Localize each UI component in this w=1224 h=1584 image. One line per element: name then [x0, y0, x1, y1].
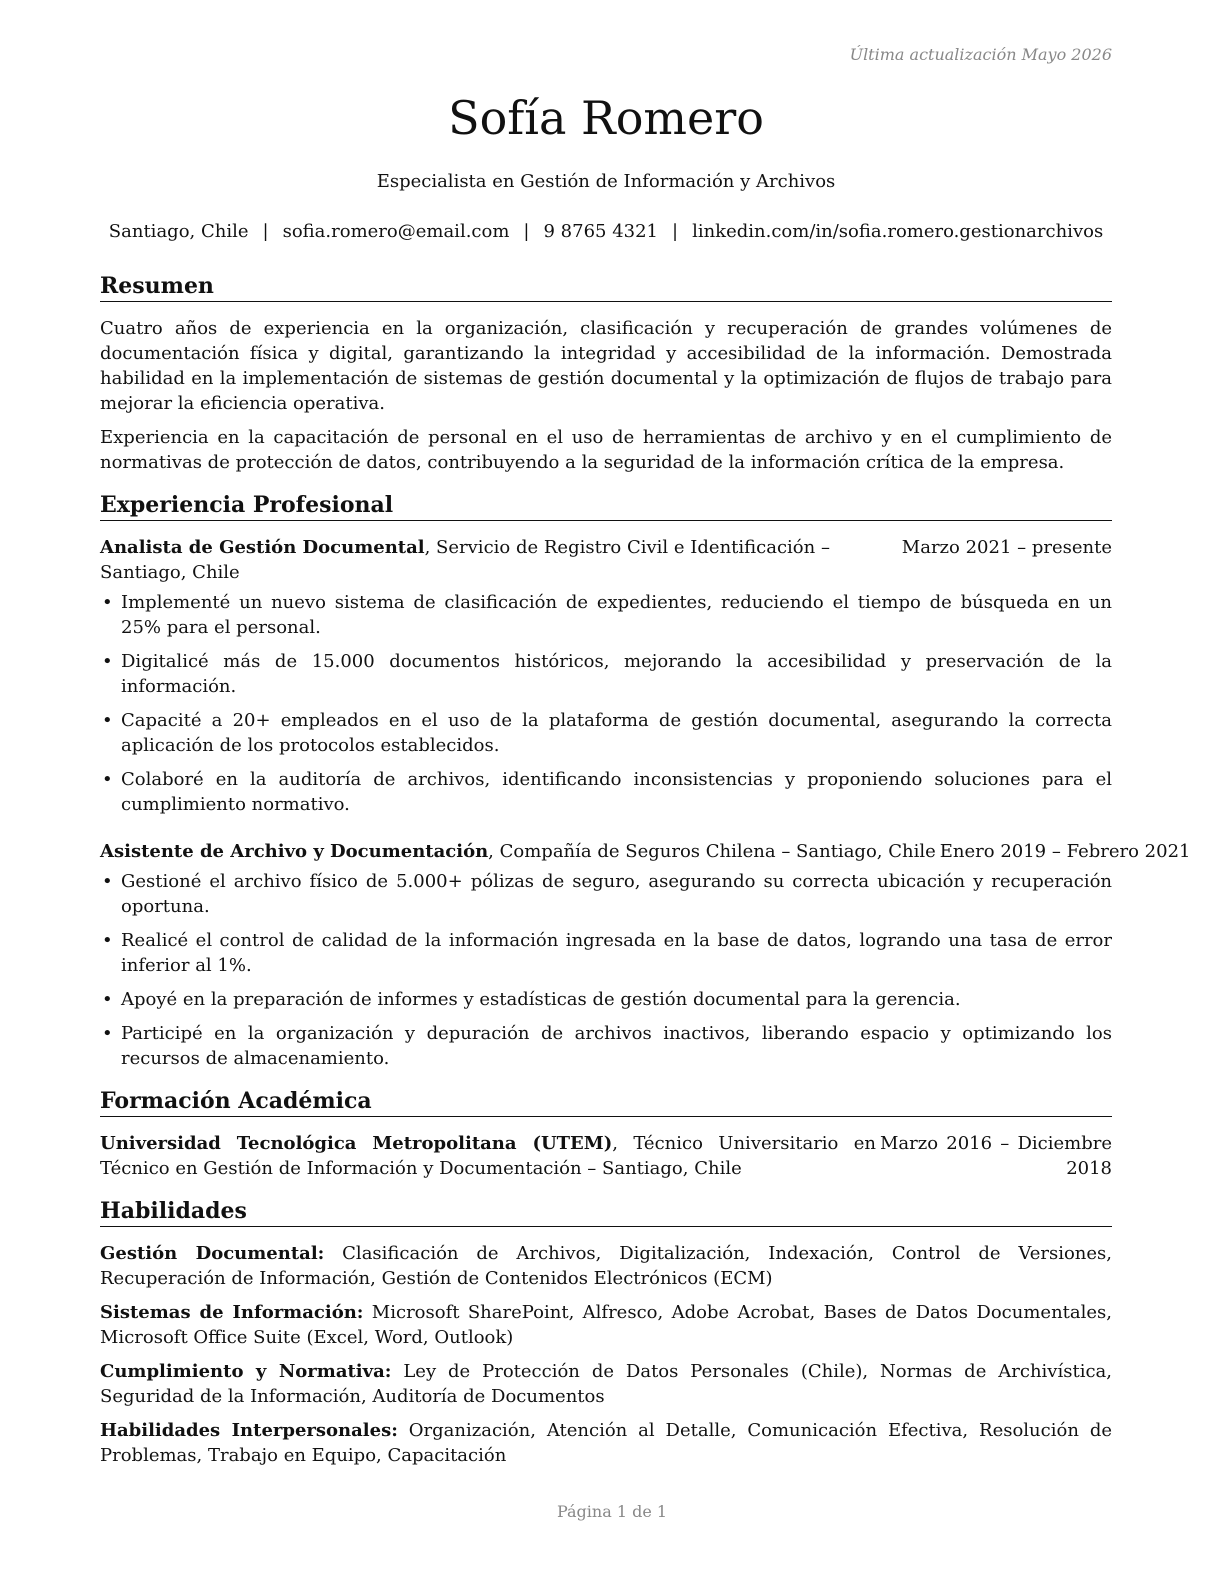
- contact-location: Santiago, Chile: [108, 221, 249, 242]
- job-company: , Servicio de Registro Civil e Identificación – Santiago, Chile: [100, 537, 830, 583]
- summary-section: [100, 316, 1112, 475]
- education-institution: Universidad Tecnológica Metropolitana (UTEM): [100, 1133, 613, 1154]
- summary-paragraph: Cuatro años de experiencia en la organización, clasificación y recuperación de grandes volúmenes de documentación física y digital, garantizando la integridad y accesibilidad de la información. Demostrada habilidad en la implementación de sistemas de gestión documental y la optimización de flujos de trabajo para mejorar la eficiencia operativa.: [100, 318, 1112, 414]
- job-dates: Marzo 2021 – presente: [901, 537, 1112, 558]
- skill-value: Clasificación de Archivos, Digitalización, Indexación, Control de Versiones, Recuperación de Información, Gestión de Contenidos Electrónicos (ECM): [100, 1243, 1112, 1289]
- bullet-icon: •: [102, 1023, 113, 1044]
- bullet-icon: •: [102, 871, 113, 892]
- education-entry: [100, 1131, 1112, 1181]
- contact-email[interactable]: sofia.romero@email.com: [282, 221, 510, 242]
- page-number: Página 1 de 1: [556, 1502, 668, 1521]
- candidate-name: Sofía Romero: [448, 91, 764, 145]
- contact-phone: 9 8765 4321: [543, 221, 658, 242]
- job-bullets: [100, 869, 1112, 1071]
- section-title-education: Formación Académica: [100, 1087, 1112, 1117]
- candidate-title: Especialista en Gestión de Información y Archivos: [376, 171, 836, 192]
- list-item: • Implementé un nuevo sistema de clasificación de expedientes, reduciendo el tiempo de búsqueda en un 25% para el personal.: [102, 592, 1112, 638]
- last-updated: Última actualización Mayo 2026: [849, 45, 1112, 64]
- bullet-icon: •: [102, 769, 113, 790]
- job-role: Asistente de Archivo y Documentación: [100, 841, 489, 862]
- skill-label: Cumplimiento y Normativa:: [100, 1361, 392, 1382]
- bullet-icon: •: [102, 930, 113, 951]
- section-title-summary: Resumen: [100, 272, 1112, 302]
- education-degree: , Técnico Universitario en Técnico en Gestión de Información y Documentación – Santiago, Chile: [100, 1133, 877, 1179]
- job-company: , Compañía de Seguros Chilena – Santiago, Chile: [488, 841, 936, 862]
- skill-label: Gestión Documental:: [100, 1243, 325, 1264]
- skill-value: Microsoft SharePoint, Alfresco, Adobe Acrobat, Bases de Datos Documentales, Microsoft Office Suite (Excel, Word, Outlook): [100, 1302, 1113, 1348]
- skill-row: [100, 1359, 1112, 1409]
- section-title-experience: Experiencia Profesional: [100, 491, 1112, 521]
- contact-separator: |: [672, 221, 679, 242]
- contact-linkedin[interactable]: linkedin.com/in/sofia.romero.gestionarchivos: [692, 221, 1104, 242]
- skill-row: [100, 1418, 1112, 1468]
- skill-value: Organización, Atención al Detalle, Comunicación Efectiva, Resolución de Problemas, Trabajo en Equipo, Capacitación: [100, 1420, 1112, 1466]
- skill-row: [100, 1241, 1112, 1291]
- list-item: • Gestioné el archivo físico de 5.000+ pólizas de seguro, asegurando su correcta ubicación y recuperación oportuna.: [102, 871, 1112, 917]
- education-dates: Marzo 2016 – Diciembre 2018: [880, 1133, 1112, 1179]
- summary-paragraph: Experiencia en la capacitación de personal en el uso de herramientas de archivo y en el cumplimiento de normativas de protección de datos, contribuyendo a la seguridad de la información crítica de la empresa.: [100, 427, 1112, 473]
- list-item: • Realicé el control de calidad de la información ingresada en la base de datos, logrando una tasa de error inferior al 1%.: [102, 930, 1112, 976]
- bullet-icon: •: [102, 710, 113, 731]
- bullet-icon: •: [102, 651, 113, 672]
- contact-separator: |: [523, 221, 530, 242]
- skills-section: [100, 1241, 1112, 1468]
- bullet-icon: •: [102, 592, 113, 613]
- job-header: [100, 839, 1191, 864]
- contact-separator: |: [262, 221, 269, 242]
- bullet-icon: •: [102, 989, 113, 1010]
- list-item: • Apoyé en la preparación de informes y estadísticas de gestión documental para la gerencia.: [102, 989, 961, 1010]
- contact-line: [100, 220, 1112, 244]
- skill-row: [100, 1300, 1112, 1350]
- job-bullets: [100, 590, 1112, 817]
- job-entry: [100, 535, 1112, 817]
- skill-label: Sistemas de Información:: [100, 1302, 364, 1323]
- list-item: • Colaboré en la auditoría de archivos, identificando inconsistencias y proponiendo soluciones para el cumplimiento normativo.: [102, 769, 1112, 815]
- skill-label: Habilidades Interpersonales:: [100, 1420, 398, 1441]
- job-dates: Enero 2019 – Febrero 2021: [939, 841, 1191, 862]
- skill-value: Ley de Protección de Datos Personales (Chile), Normas de Archivística, Seguridad de la Información, Auditoría de Documentos: [100, 1361, 1112, 1407]
- job-header: [100, 535, 1112, 585]
- list-item: • Digitalicé más de 15.000 documentos históricos, mejorando la accesibilidad y preservación de la información.: [102, 651, 1112, 697]
- job-entry: [100, 839, 1191, 1071]
- list-item: • Capacité a 20+ empleados en el uso de la plataforma de gestión documental, asegurando la correcta aplicación de los protocolos establecidos.: [102, 710, 1112, 756]
- list-item: • Participé en la organización y depuración de archivos inactivos, liberando espacio y optimizando los recursos de almacenamiento.: [102, 1023, 1112, 1069]
- job-role: Analista de Gestión Documental: [100, 537, 425, 558]
- section-title-skills: Habilidades: [100, 1197, 1112, 1227]
